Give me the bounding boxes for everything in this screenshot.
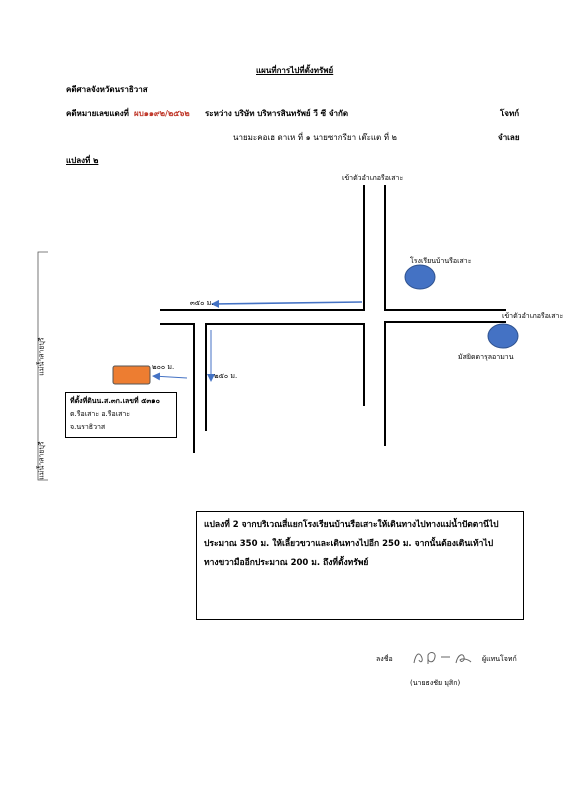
arrow-west [212,302,362,304]
side-label-bottom: แม่น้ำสายบุรี [37,441,46,480]
school-marker [405,265,435,289]
page-title: แผนที่การไปที่ตั้งทรัพย์ [256,66,334,75]
directions-box [196,511,524,620]
directions-line3: ทางขวามืออีกประมาณ 200 ม. ถึงที่ตั้งทรัพย์ [204,558,369,568]
property-info-line2: ต.รือเสาะ อ.รือเสาะ [70,410,131,418]
directions-line2: ประมาณ 350 ม. ให้เลี้ยวขวาและเดินทางไปอีก 250 ม. จากนั้นต้องเดินเท้าไป [204,539,494,549]
case-number: ผบ๑๑๙๒/๒๕๖๒ [134,109,190,118]
signature-role: ผู้แทนโจทก์ [482,655,517,663]
plaintiff-role: โจทก์ [500,109,520,118]
property-marker [113,366,150,384]
plot-label: แปลงที่ ๒ [66,156,99,165]
road-north-label: เข้าตัวอำเภอรือเสาะ [342,174,404,182]
mosque-label: มัสยิดดารุลอามาน [458,353,514,361]
road-east-label: เข้าตัวอำเภอรือเสาะ [502,312,564,320]
case-label: คดีหมายเลขแดงที่ [66,109,129,118]
mosque-marker [488,324,518,348]
defendant-role: จำเลย [498,133,520,142]
side-label-top: แม่น้ำสายบุรี [37,337,46,376]
signature-label: ลงชื่อ [376,655,393,663]
property-info-box [65,392,177,438]
court-name: คดีศาลจังหวัดนราธิวาส [66,85,148,94]
roads [161,186,505,452]
arrow-property [153,376,187,378]
property-info-line3: จ.นราธิวาส [70,423,106,431]
directions-line1: แปลงที่ 2 จากบริเวณสี่แยกโรงเรียนบ้านรือเสาะให้เดินทางไปทางแม่น้ำปัตตานีไป [204,520,499,530]
arrow-property-label: ๒๐๐ ม. [152,363,175,371]
signatory-name: (นายธงชัย มุสิก) [410,679,461,687]
school-label: โรงเรียนบ้านรือเสาะ [410,257,472,265]
defendants: นายมะคอเฮ ดาเห ที่ ๑ นายซากรียา เต๊ะแต ที่ ๒ [233,133,397,142]
arrow-south-label: ๒๕๐ ม. [214,372,238,380]
arrow-west-label: ๓๕๐ ม. [190,299,214,307]
signature-mark [410,648,476,668]
parties-between: ระหว่าง บริษัท บริหารสินทรัพย์ วี ซี จำกัด [205,109,349,118]
property-info-line1: ที่ตั้งที่ดินน.ส.๓ก.เลขที่ ๕๓๑๐ [70,397,160,405]
